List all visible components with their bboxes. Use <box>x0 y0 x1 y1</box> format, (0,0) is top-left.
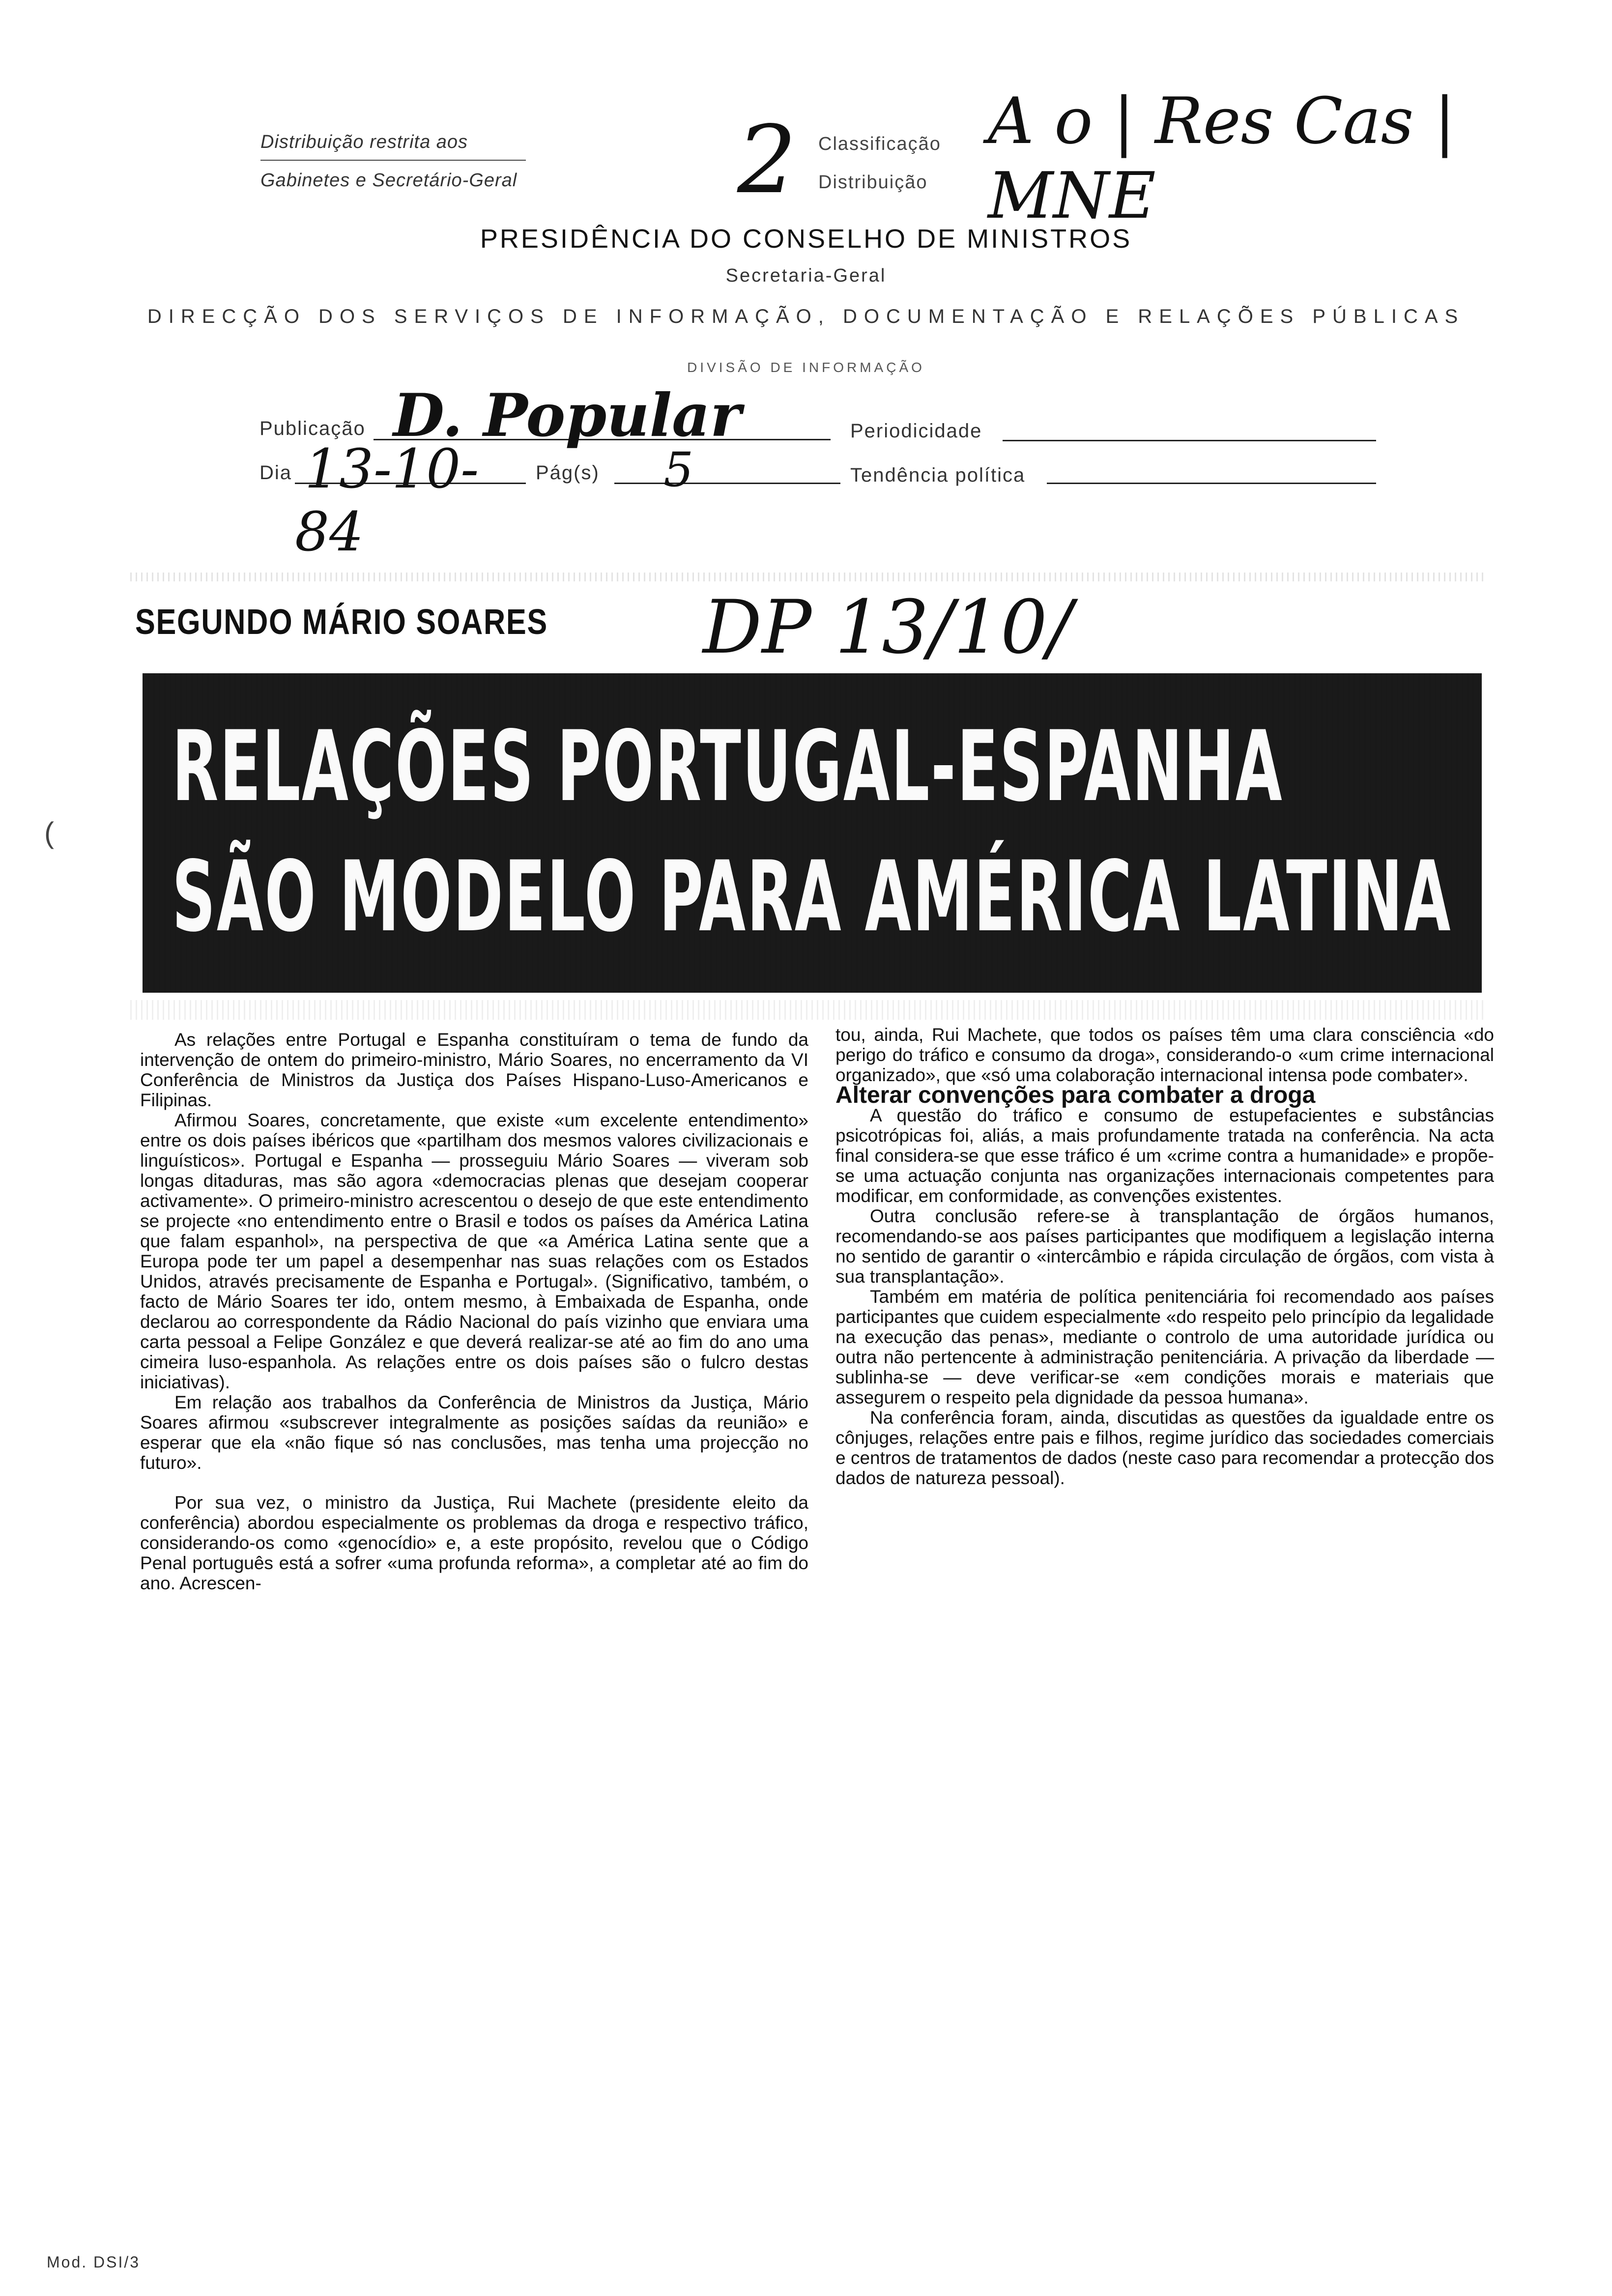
distribution-label: Distribuição <box>818 172 928 193</box>
directorate: DIRECÇÃO DOS SERVIÇOS DE INFORMAÇÃO, DOCUMENTAÇÃO E RELAÇÕES PÚBLICAS <box>147 306 1465 327</box>
left-paragraph-2: Afirmou Soares, concretamente, que existe «um excelente entendimento» entre os dois países ibéricos que «partilham dos mesmos valores civilizacionais e linguísticos». Portugal e Espanha — prosseguiu Mário Soares — viveram sob longas ditaduras, mas são agora «democracias plenas que desejam cooperar activamente». O primeiro-ministro acrescentou o desejo de que este entendimento se projecte «no entendimento entre o Brasil e todos os países da América Latina que falam espanhol», na perspectiva de que «a América Latina sente que a Europa pode ter um papel a desempenhar nas suas relações com os Estados Unidos, através precisamente de Espanha e Portugal». (Significativo, também, o facto de Mário Soares ter ido, ontem mesmo, à Embaixada de Espanha, onde declarou ao correspondente da Rádio Nacional do país vizinho que enviara uma carta pessoal a Felipe González e que deverá realizar-se até ao fim do ano uma cimeira luso-espanhola. As relações entre os dois países são o fulcro destas iniciativas). <box>140 1110 808 1392</box>
handwritten-classification: A o | Res Cas | MNE <box>988 84 1456 233</box>
pages-value: 5 <box>663 442 694 497</box>
org-title: PRESIDÊNCIA DO CONSELHO DE MINISTROS <box>480 224 1132 254</box>
publication-label: Publicação <box>259 418 366 439</box>
tendency-label: Tendência política <box>850 464 1026 486</box>
publication-field <box>374 381 831 450</box>
article-kicker: SEGUNDO MÁRIO SOARES <box>135 603 548 642</box>
periodicity-label: Periodicidade <box>850 420 982 442</box>
margin-mark: ( <box>44 816 54 849</box>
publication-value: D. Popular <box>393 381 742 450</box>
right-intro-paragraph: tou, ainda, Rui Machete, que todos os países têm uma clara consciência «do perigo do tráfico e consumo da droga», considerando-o «um crime internacional organizado», que «só uma colaboração internacional intensa pode combater». <box>835 1025 1494 1085</box>
right-paragraph-2: Outra conclusão refere-se à transplantação de órgãos humanos, recomendando-se aos países participantes que modifiquem a legislação interna no sentido de garantir o «intercâmbio e rápida circulação de órgãos, com vista à sua transplantação». <box>835 1206 1494 1287</box>
periodicity-field <box>1003 418 1376 441</box>
clip-headline-bottom-edge <box>130 1000 1487 1020</box>
org-subtitle: Secretaria-Geral <box>725 265 887 286</box>
restricted-distribution-line2: Gabinetes e Secretário-Geral <box>260 170 518 191</box>
restricted-underline <box>260 160 526 161</box>
day-label: Dia <box>259 462 292 484</box>
headline-line-1: RELAÇÕES PORTUGAL-ESPANHA <box>172 710 1284 823</box>
division: DIVISÃO DE INFORMAÇÃO <box>687 360 925 375</box>
article-subhead: Alterar convenções para combater a droga <box>835 1082 1316 1108</box>
tendency-field <box>1047 462 1376 484</box>
form-model-code: Mod. DSI/3 <box>47 2253 141 2271</box>
left-paragraph-3: Em relação aos trabalhos da Conferência de Ministros da Justiça, Mário Soares afirmou «subscrever integralmente as posições saídas da reunião» e esperar que ela «não fique só nas conclusões, mas tenha uma projecção no futuro». <box>140 1392 808 1473</box>
classification-label: Classificação <box>818 134 941 154</box>
restricted-distribution-line1: Distribuição restrita aos <box>260 132 468 152</box>
right-paragraph-3: Também em matéria de política penitenciária foi recomendado aos países participantes que cuidem especialmente «do respeito pelo princípio da legalidade na execução das penas», mediante o controlo de uma autoridade jurídica ou outra não pertencente à administração penitenciária. A privação da liberdade — sublinha-se — deve verificar-se «em condições morais e materiais que assegurem o respeito pela dignidade da pessoa humana». <box>835 1287 1494 1407</box>
pages-label: Pág(s) <box>536 462 600 484</box>
handwritten-reference: DP 13/10/ <box>703 585 1072 670</box>
left-paragraph-4: Por sua vez, o ministro da Justiça, Rui Machete (presidente eleito da conferência) abordou especialmente os problemas da droga e respectivo tráfico, considerando-os como «genocídio» e, a este propósito, revelou que o Código Penal português está a sofrer «uma profunda reforma», a completar até ao fim do ano. Acrescen- <box>140 1492 808 1593</box>
headline-line-2: SÃO MODELO PARA AMÉRICA LATINA <box>172 840 1452 953</box>
left-paragraph-1: As relações entre Portugal e Espanha constituíram o tema de fundo da intervenção de ontem do primeiro-ministro, Mário Soares, no encerramento da VI Conferência de Ministros da Justiça dos Países Hispano-Luso-Americanos e Filipinas. <box>140 1030 808 1110</box>
article-right-column <box>835 1025 1494 1488</box>
headline-block <box>143 673 1482 993</box>
day-value: 13-10-84 <box>295 437 479 563</box>
clip-top-edge <box>130 573 1487 581</box>
right-paragraph-1: A questão do tráfico e consumo de estupefacientes e substâncias psicotrópicas foi, aliás, a mais profundamente tratada na conferência. Na acta final considera-se que esse tráfico é um «crime contra a humanidade» e propõe-se uma actuação conjunta nas organizações internacionais competentes para modificar, em conformidade, as convenções existentes. <box>835 1105 1494 1206</box>
pages-field <box>614 442 840 497</box>
day-field <box>295 437 526 563</box>
handwritten-number: 2 <box>737 106 797 214</box>
article-left-column <box>140 1030 808 1593</box>
right-paragraph-4: Na conferência foram, ainda, discutidas as questões da igualdade entre os cônjuges, relações entre pais e filhos, regime jurídico das sociedades comerciais e centros de tratamentos de dados (neste caso para recomendar a protecção dos dados de natureza pessoal). <box>835 1407 1494 1488</box>
